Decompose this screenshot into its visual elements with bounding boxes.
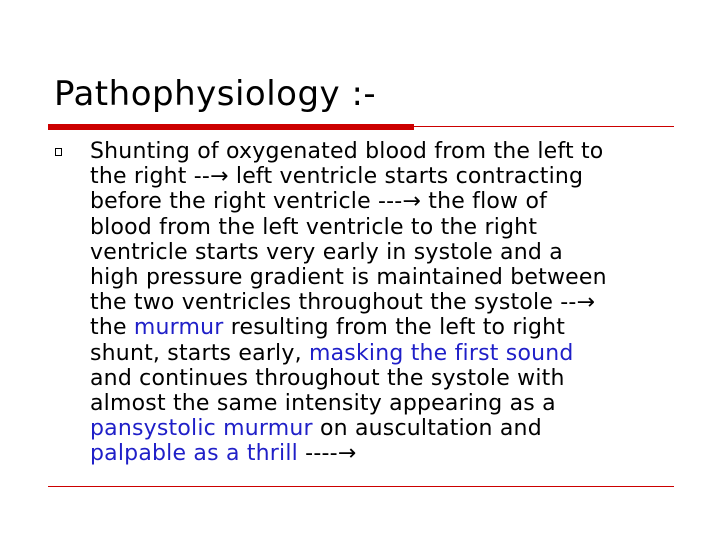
square-bullet-icon: [55, 148, 62, 156]
title-underline-accent: [48, 124, 414, 130]
text-segment: blood from the left ventricle to the right: [90, 214, 538, 240]
text-segment: almost the same intensity appearing as a: [90, 391, 556, 417]
highlighted-term: murmur: [133, 315, 224, 341]
bullet-line: [90, 341, 702, 366]
text-segment: shunt, starts early,: [90, 340, 309, 366]
bullet-paragraph: [90, 139, 702, 467]
highlighted-term: palpable as a thrill: [90, 441, 298, 467]
text-segment: on auscultation and: [312, 416, 542, 442]
bullet-line: [90, 189, 702, 214]
text-segment: the: [90, 315, 134, 341]
text-segment: the two ventricles throughout the systole --→: [90, 290, 596, 316]
bullet-line: [90, 240, 702, 265]
footer-divider: [48, 486, 674, 487]
bullet-line: [90, 290, 702, 315]
bullet-line: [90, 366, 702, 391]
bullet-line: [90, 139, 702, 164]
text-segment: ventricle starts very early in systole and a: [90, 239, 563, 265]
text-segment: high pressure gradient is maintained between: [90, 265, 607, 291]
text-segment: before the right ventricle ---→ the flow of: [90, 189, 548, 215]
bullet-line: [90, 441, 702, 466]
bullet-line: [90, 215, 702, 240]
text-segment: the right --→ left ventricle starts contracting: [90, 164, 584, 190]
highlighted-term: masking the first sound: [308, 340, 574, 366]
text-segment: resulting from the left to right: [223, 315, 566, 341]
bullet-line: [90, 391, 702, 416]
text-segment: Shunting of oxygenated blood from the left to: [90, 139, 604, 164]
text-segment: and continues throughout the systole with: [90, 365, 565, 391]
title-underline-thin: [414, 126, 674, 127]
highlighted-term: pansystolic murmur: [90, 416, 313, 442]
bullet-line: [90, 416, 702, 441]
text-segment: ----→: [297, 441, 357, 467]
slide-title: Pathophysiology :-: [54, 74, 377, 114]
bullet-line: [90, 265, 702, 290]
bullet-line: [90, 164, 702, 189]
bullet-line: [90, 315, 702, 340]
